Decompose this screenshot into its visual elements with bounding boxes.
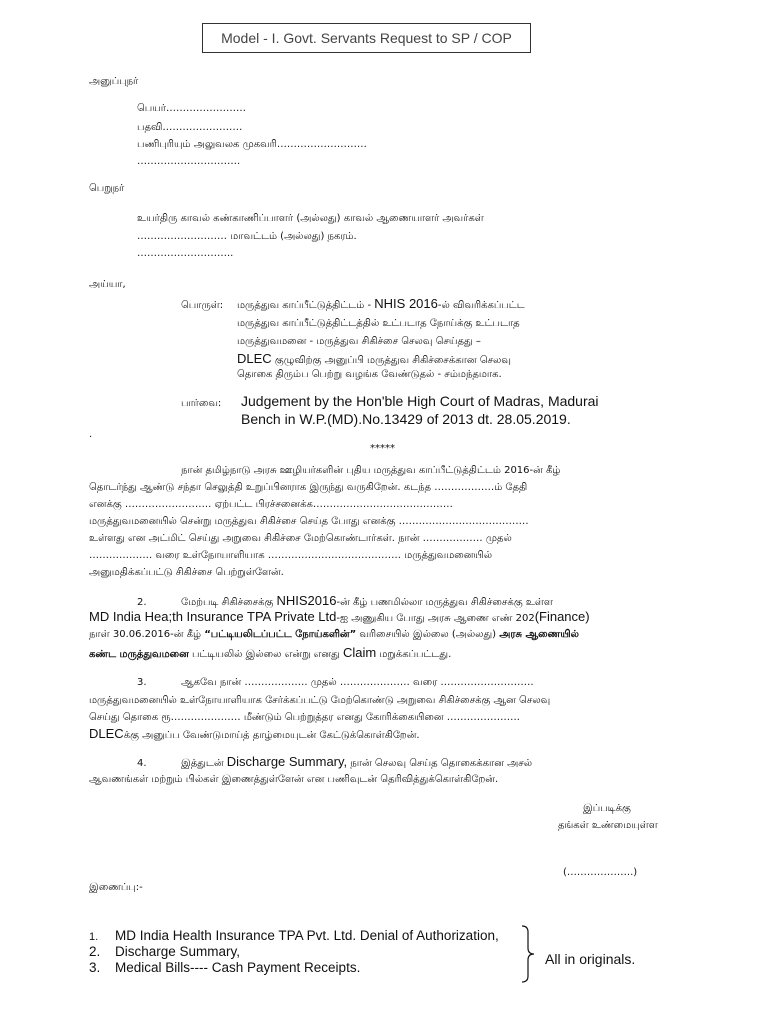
enclosure-note: All in originals. (545, 951, 636, 967)
para1-line-3: எனக்கு …………………….. ஏற்பட்ட பிரச்சனைக்க…………………………………… (89, 499, 453, 510)
subject-line-5: தொகை திரும்ப பெற்று வழங்க வேண்டுதல் - சம்மந்தமாக. (237, 369, 502, 380)
subject-dlec: DLEC (237, 351, 272, 366)
para1-line-7: அனுமதிக்கப்பட்டு சிகிச்சை பெற்றுள்ளேன். (89, 567, 284, 578)
reference-label: பார்வை: (181, 398, 222, 409)
para2-l4-text: பட்டியலில் இல்லை என்று எனது (188, 649, 343, 660)
to-label: பெறுநர் (89, 183, 125, 194)
para1-line-6: ………………. வரை உள்நோயாளியாக …………………………………. மருத்துவமனையில் (89, 550, 492, 561)
para2-l1-suffix: -ன் கீழ் பணமில்லா மருத்துவ சிகிச்சைக்கு உள்ள (336, 597, 553, 608)
para4-discharge-summary: Discharge Summary, (226, 754, 348, 769)
subject-line-2: மருத்துவ காப்பீட்டுத்திட்டத்தில் உட்படாத நோய்க்கு உட்படாத (237, 318, 520, 329)
para2-l3-text: நாள் 30.06.2016-ன் கீழ் (89, 629, 205, 640)
signature-placeholder: (………………..) (563, 867, 638, 878)
salutation: அய்யா, (89, 279, 126, 290)
from-address-line2: …………………………. (137, 156, 241, 167)
para3-l4-text: க்கு அனுப்ப வேண்டுமாய்த் தாழ்மையுடன் கேட்டுக்கொள்கிறேன். (123, 730, 420, 741)
enclosure-item-2 (89, 944, 240, 959)
enclosure-number: 1. (89, 931, 99, 943)
to-line-2: ……………………… மாவட்டம் (அல்லது) நகரம். (137, 231, 357, 242)
curly-brace (518, 924, 538, 984)
subject-line-3: மருத்துவமனை - மருத்துவ சிகிச்சை செலவு செய்தது – (237, 336, 481, 347)
subject-line-1-text: மருத்துவ காப்பீட்டுத்திட்டம் - (237, 300, 375, 311)
para4-l1-text: இத்துடன் (181, 758, 227, 769)
para2-number: 2. (137, 597, 147, 608)
para4-line-1 (181, 754, 532, 770)
para1-line-5: உள்ளது என அட்மிட் செய்து அறுவை சிகிச்சை மேற்கொண்டார்கள். நான் ……………… முதல் (89, 533, 512, 544)
enclosure-text: Medical Bills---- Cash Payment Receipts. (115, 960, 361, 975)
para2-finance: (Finance) (534, 609, 590, 624)
para1-line-4: மருத்துவமனையில் சென்று மருத்துவ சிகிச்சை செய்த போது எனக்கு ………………………………… (89, 516, 529, 527)
separator: ***** (370, 443, 395, 454)
subject-label: பொருள்: (181, 300, 224, 311)
para2-tpa-name: MD India Hea;th Insurance TPA Private Ltd (89, 609, 337, 624)
para1-line-1: நான் தமிழ்நாடு அரசு ஊழியர்களின் புதிய மருத்துவ காப்பீட்டுத்திட்டம் 2016-ன் கீழ் (181, 465, 561, 476)
para3-number: 3. (137, 677, 147, 688)
para1-line-2: தொடர்ந்து ஆண்டு சந்தா செலுத்தி உறுப்பினராக இருந்து வருகிறேன். கடந்த ………………ம் தேதி (89, 482, 528, 493)
enclosure-text: Discharge Summary, (115, 944, 241, 959)
para4-number: 4. (137, 758, 147, 769)
subject-line-4-text: குழுவிற்கு அனுப்பி மருத்துவ சிகிச்சைக்கான செலவு (271, 355, 511, 366)
from-address-field: பணிபுரியும் அலுவலக முகவரி……………………… (137, 139, 367, 150)
enclosure-number: 2. (89, 944, 101, 959)
subject-line-4 (237, 351, 511, 367)
para3-line-4 (89, 726, 420, 742)
para2-line-1 (181, 593, 553, 609)
enclosure-number: 3. (89, 960, 101, 975)
para2-l3-mid: வரிசையில் இல்லை (அல்லது) (356, 629, 500, 640)
para2-claim: Claim (342, 645, 377, 660)
para2-hospital: கண்ட மருத்துவமனை (89, 649, 189, 660)
para2-line-4 (89, 645, 451, 661)
para2-listed-diseases: “பட்டியலிடப்பட்ட நோய்களின்” (204, 629, 357, 640)
para2-l2-text: -ஐ அணுகிய போது அரசு ஆணை எண் 202 (336, 613, 535, 624)
para3-dlec: DLEC (89, 726, 124, 741)
para3-line-1: ஆகவே நான் ………………. முதல் ………………… வரை ………………………. (181, 677, 534, 688)
enclosure-label: இணைப்பு:- (89, 882, 143, 893)
from-label: அனுப்புநர் (89, 76, 139, 87)
closing-line-2: தங்கள் உண்மையுள்ள (558, 820, 658, 831)
para2-nhis: NHIS2016 (276, 593, 337, 608)
enclosure-item-3 (89, 960, 360, 975)
subject-line-1-suffix: -ல் விவரிக்கப்பட்ட (437, 300, 525, 311)
from-name-field: பெயர்…………………… (137, 103, 247, 114)
enclosure-text: MD India Health Insurance TPA Pvt. Ltd. Denial of Authorization, (115, 928, 499, 943)
para2-line-3 (89, 629, 579, 641)
enclosure-item-1 (89, 928, 499, 943)
para2-line-2 (89, 609, 590, 625)
para3-line-2: மருத்துவமனையில் உள்நோயாளியாக சேர்க்கப்பட்டு மேற்கொண்டு அறுவை சிகிச்சைக்கு ஆன செலவு (89, 695, 551, 706)
para4-l1-suffix: நான் செலவு செய்த தொகைக்கான அசல் (347, 758, 533, 769)
to-line-1: உயர்திரு காவல் கண்காணிப்பாளர் (அல்லது) காவல் ஆணையாளர் அவர்கள் (137, 213, 484, 224)
para4-line-2: ஆவணங்கள் மற்றும் பில்கள் இணைத்துள்ளேன் என பணிவுடன் தெரிவித்துக்கொள்கிறேன். (89, 774, 499, 785)
para2-l4-suffix: மறுக்கப்பட்டது. (376, 649, 452, 660)
reference-line-1: Judgement by the Hon'ble High Court of Madras, Madurai (241, 393, 599, 409)
para2-govt-order: அரசு ஆணையில் (499, 629, 579, 640)
para3-line-3: செய்து தொகை ரூ………………… மீண்டும் பெற்றுத்தர எனது கோரிக்கையினை …………………. (89, 712, 520, 723)
subject-nhis: NHIS 2016 (374, 296, 438, 311)
reference-line-2: Bench in W.P.(MD).No.13429 of 2013 dt. 28.05.2019. (241, 411, 571, 427)
to-line-3: ……………………….. (137, 248, 234, 259)
subject-line-1 (237, 296, 525, 312)
document-title: Model - I. Govt. Servants Request to SP / COP (202, 23, 531, 53)
from-designation-field: பதவி…………………… (137, 122, 243, 133)
closing-line-1: இப்படிக்கு (583, 803, 631, 814)
stray-dot: . (89, 429, 93, 440)
para2-l1-text: மேற்படி சிகிச்சைக்கு (181, 597, 277, 608)
